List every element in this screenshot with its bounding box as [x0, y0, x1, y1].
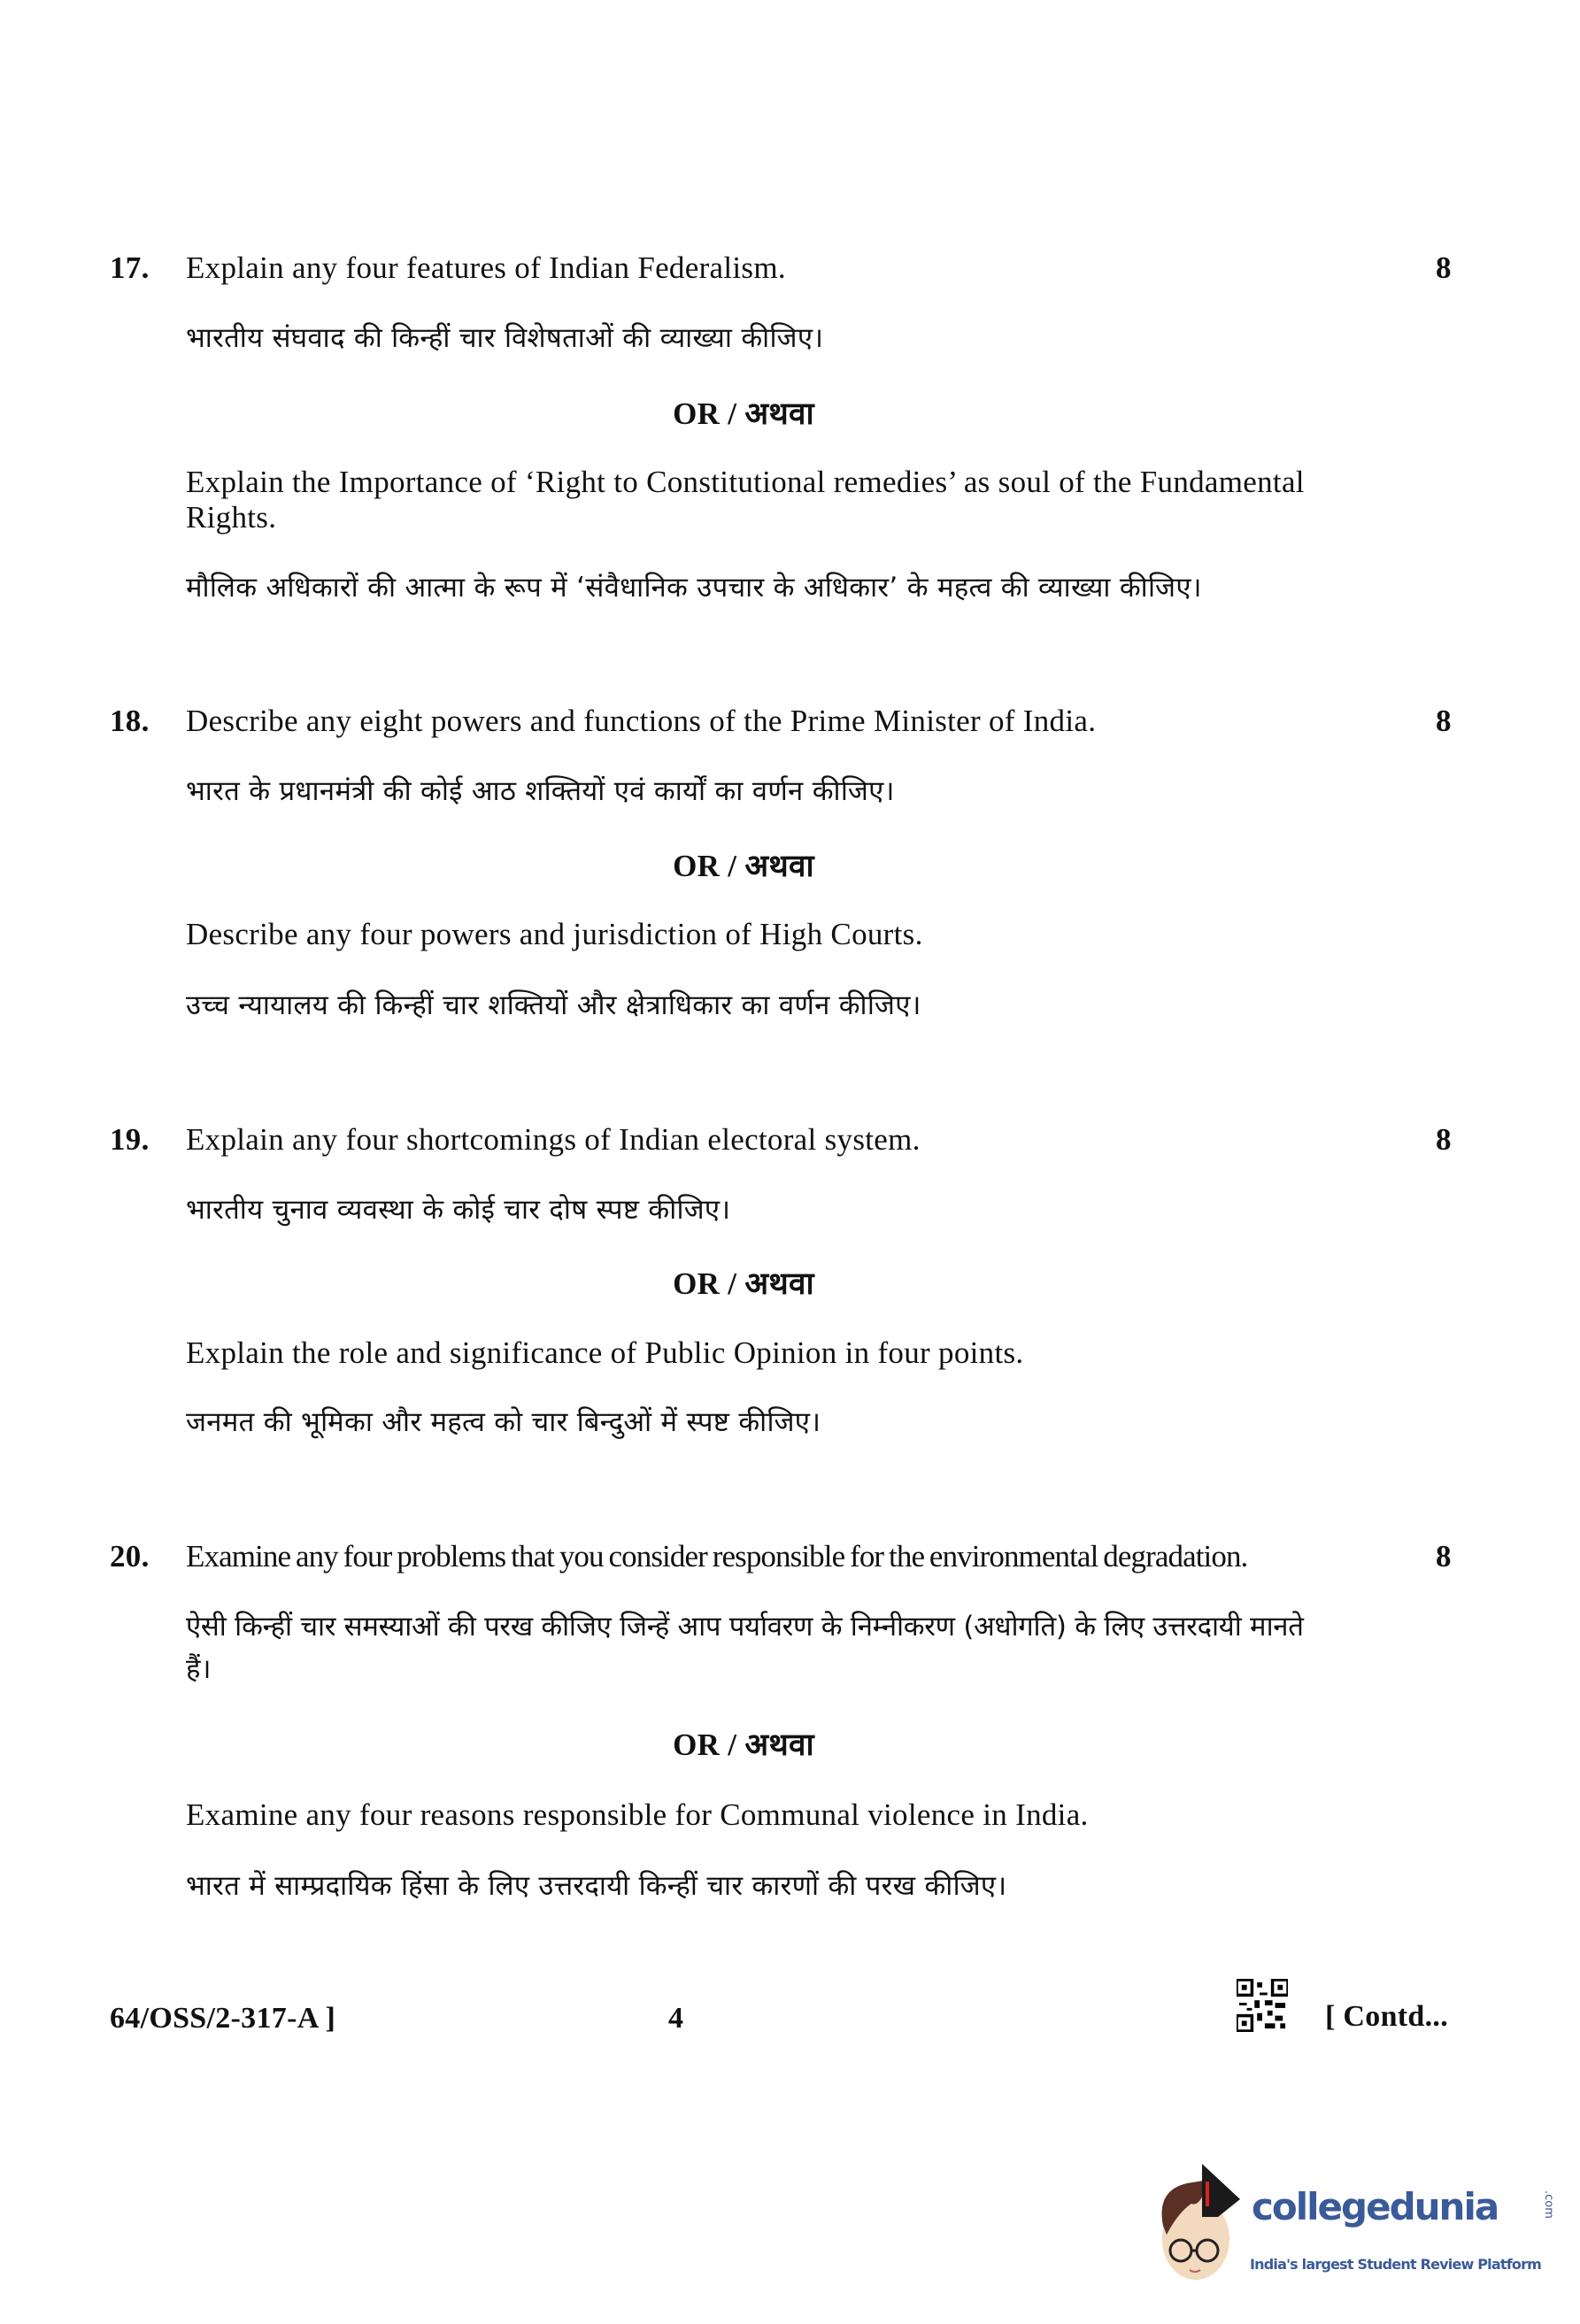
paper-code: 64/OSS/2-317-A ]: [110, 2002, 336, 2035]
collegedunia-watermark: [1147, 2164, 1572, 2284]
or-separator: OR / अथवा: [673, 1728, 814, 1762]
alternative-question-text: Rights.: [186, 500, 277, 535]
question-number: 20.: [110, 1539, 150, 1574]
question-number: 17.: [110, 250, 150, 285]
question-marks: 8: [1436, 704, 1452, 738]
brand-name: collegedunia: [1252, 2185, 1499, 2228]
alternative-question-hindi: मौलिक अधिकारों की आत्मा के रूप में ‘संवैधानिक उपचार के अधिकार’ के महत्व की व्याख्या कीजिए।: [186, 572, 1202, 604]
alternative-question-hindi: उच्च न्यायालय की किन्हीं चार शक्तियों और क्षेत्राधिकार का वर्णन कीजिए।: [186, 989, 921, 1021]
alternative-question-hindi: भारत में साम्प्रदायिक हिंसा के लिए उत्तरदायी किन्हीं चार कारणों की परख कीजिए।: [186, 1870, 1007, 1902]
alternative-question-text: Explain the role and significance of Public Opinion in four points.: [186, 1335, 1024, 1370]
alternative-question-text: Describe any four powers and jurisdiction of High Courts.: [186, 917, 923, 951]
brand-suffix: .com: [1542, 2190, 1555, 2219]
alternative-question-text: Explain the Importance of ‘Right to Constitutional remedies’ as soul of the Fundamental: [186, 465, 1305, 499]
question-text-hindi: भारतीय संघवाद की किन्हीं चार विशेषताओं की व्याख्या कीजिए।: [186, 322, 824, 354]
student-mascot-icon: [1147, 2164, 1249, 2284]
question-text: Describe any eight powers and functions of the Prime Minister of India.: [186, 704, 1097, 738]
question-marks: 8: [1436, 1122, 1452, 1157]
question-text: Explain any four features of Indian Federalism.: [186, 250, 786, 285]
question-marks: 8: [1436, 250, 1452, 285]
question-text-hindi: ऐसी किन्हीं चार समस्याओं की परख कीजिए जिन्हें आप पर्यावरण के निम्नीकरण (अधोगति) के लिए उत्तरदायी मानते: [186, 1611, 1304, 1643]
question-text: Explain any four shortcomings of Indian electoral system.: [186, 1122, 921, 1157]
alternative-question-hindi: जनमत की भूमिका और महत्व को चार बिन्दुओं में स्पष्ट कीजिए।: [186, 1406, 821, 1438]
brand-tagline: India's largest Student Review Platform: [1250, 2256, 1542, 2273]
continued-label: [ Contd...: [1325, 2000, 1449, 2033]
question-number: 18.: [110, 704, 150, 738]
question-text-hindi: भारतीय चुनाव व्यवस्था के कोई चार दोष स्पष्ट कीजिए।: [186, 1194, 731, 1226]
alternative-question-text: Examine any four reasons responsible for Communal violence in India.: [186, 1797, 1089, 1832]
question-text-hindi: हैं।: [186, 1653, 212, 1685]
question-number: 19.: [110, 1122, 150, 1157]
qr-code-icon: [1237, 1979, 1288, 2032]
question-text-hindi: भारत के प्रधानमंत्री की कोई आठ शक्तियों एवं कार्यों का वर्णन कीजिए।: [186, 775, 895, 807]
question-text: Examine any four problems that you consider responsible for the environmental degradation.: [186, 1539, 1248, 1574]
or-separator: OR / अथवा: [673, 396, 814, 431]
question-marks: 8: [1436, 1539, 1452, 1574]
or-separator: OR / अथवा: [673, 849, 814, 883]
page-number: 4: [668, 2002, 684, 2035]
or-separator: OR / अथवा: [673, 1266, 814, 1301]
